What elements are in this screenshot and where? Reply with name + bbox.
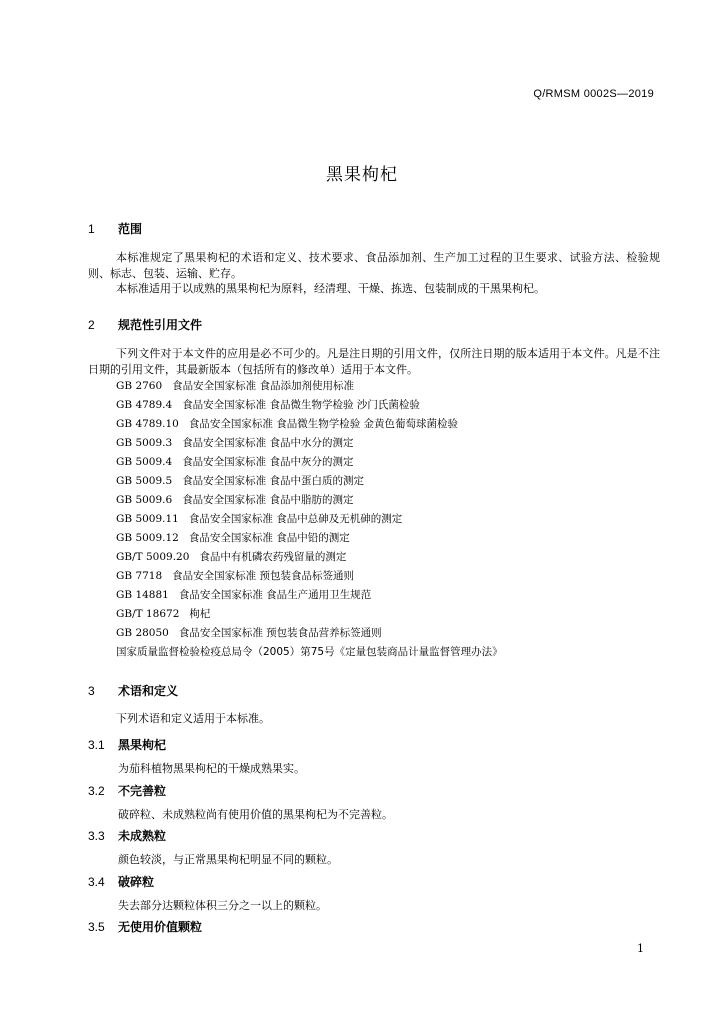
reference-code: GB 4789.4 [116, 399, 173, 411]
reference-title: 食品安全国家标准 食品微生物学检验 金黄色葡萄球菌检验 [188, 418, 459, 430]
reference-item [116, 567, 503, 586]
reference-item [116, 548, 503, 567]
reference-code: GB 5009.12 [116, 532, 179, 544]
term-name: 黑果枸杞 [118, 738, 167, 752]
section-heading-terms [88, 682, 178, 699]
term-heading [88, 918, 202, 935]
paragraph: 本标准规定了黑果枸杞的术语和定义、技术要求、食品添加剂、生产加工过程的卫生要求、试验方法、检验规则、标志、包装、运输、贮存。 [88, 251, 660, 280]
reference-code: GB 2760 [116, 380, 163, 392]
reference-title: 食品安全国家标准 食品中脂肪的测定 [182, 494, 354, 506]
reference-item [116, 605, 503, 624]
term-number: 3.3 [88, 829, 105, 843]
reference-item [116, 396, 503, 415]
reference-item [116, 529, 503, 548]
reference-title: 食品安全国家标准 食品微生物学检验 沙门氏菌检验 [182, 399, 420, 411]
reference-title: 食品安全国家标准 食品中水分的测定 [182, 437, 354, 449]
reference-code: GB 28050 [116, 627, 169, 639]
reference-title: 食品安全国家标准 食品中铅的测定 [188, 532, 350, 544]
term-number: 3.4 [88, 875, 105, 889]
reference-list [116, 377, 503, 662]
section-number: 3 [88, 684, 95, 698]
paragraph: 本标准适用于以成熟的黑果枸杞为原料，经清理、干燥、拣选、包装制成的干黑果枸杞。 [116, 282, 545, 295]
reference-title: 枸杞 [189, 608, 211, 620]
term-number: 3.5 [88, 920, 105, 934]
term-name: 破碎粒 [118, 875, 155, 889]
reference-item [116, 472, 503, 491]
section-title: 术语和定义 [118, 684, 179, 698]
reference-item [116, 491, 503, 510]
reference-item [116, 453, 503, 472]
section-number: 2 [88, 318, 95, 332]
term-name: 不完善粒 [118, 784, 167, 798]
reference-item [116, 624, 503, 643]
page-number: 1 [637, 942, 644, 955]
reference-item [116, 415, 503, 434]
term-heading [88, 827, 166, 844]
reference-item [116, 510, 503, 529]
reference-title: 食品安全国家标准 食品中灰分的测定 [182, 456, 354, 468]
section-heading-normative [88, 316, 202, 333]
reference-title: 食品安全国家标准 预包装食品营养标签通则 [178, 627, 382, 639]
standard-code: Q/RMSM 0002S—2019 [533, 88, 654, 100]
reference-title: 国家质量监督检验检疫总局令（2005）第75号《定量包装商品计量监督管理办法》 [116, 646, 503, 658]
reference-code: GB 5009.5 [116, 475, 173, 487]
term-heading [88, 873, 154, 890]
term-definition: 颜色较淡，与正常黑果枸杞明显不同的颗粒。 [118, 853, 338, 866]
term-name: 无使用价值颗粒 [118, 920, 203, 934]
reference-code: GB 14881 [116, 589, 169, 601]
reference-code: GB/T 18672 [116, 608, 180, 620]
reference-title: 食品安全国家标准 食品添加剂使用标准 [172, 380, 355, 392]
document-title: 黑果枸杞 [326, 165, 398, 185]
reference-code: GB 4789.10 [116, 418, 179, 430]
term-number: 3.2 [88, 784, 105, 798]
reference-item [116, 377, 503, 396]
term-name: 未成熟粒 [118, 829, 167, 843]
reference-title: 食品中有机磷农药残留量的测定 [199, 551, 347, 563]
section-title: 范围 [118, 222, 143, 236]
reference-title: 食品安全国家标准 预包装食品标签通则 [172, 570, 355, 582]
reference-item [116, 586, 503, 605]
term-heading [88, 736, 166, 753]
term-definition: 失去部分达颗粒体积三分之一以上的颗粒。 [118, 899, 327, 912]
paragraph: 下列文件对于本文件的应用是必不可少的。凡是注日期的引用文件，仅所注日期的版本适用于本文件。凡是不注日期的引用文件，其最新版本（包括所有的修改单）适用于本文件。 [88, 347, 660, 376]
reference-code: GB 5009.3 [116, 437, 173, 449]
reference-title: 食品安全国家标准 食品中蛋白质的测定 [182, 475, 365, 487]
section-heading-scope [88, 220, 142, 237]
section-title: 规范性引用文件 [118, 318, 203, 332]
reference-item [116, 643, 503, 662]
term-number: 3.1 [88, 738, 105, 752]
term-heading [88, 782, 166, 799]
term-definition: 破碎粒、未成熟粒尚有使用价值的黑果枸杞为不完善粒。 [118, 808, 393, 821]
reference-title: 食品安全国家标准 食品生产通用卫生规范 [178, 589, 372, 601]
reference-title: 食品安全国家标准 食品中总砷及无机砷的测定 [188, 513, 403, 525]
section-number: 1 [88, 222, 95, 236]
reference-code: GB 5009.4 [116, 456, 173, 468]
reference-code: GB/T 5009.20 [116, 551, 190, 563]
reference-code: GB 5009.11 [116, 513, 179, 525]
reference-item [116, 434, 503, 453]
reference-code: GB 5009.6 [116, 494, 173, 506]
reference-code: GB 7718 [116, 570, 163, 582]
paragraph: 下列术语和定义适用于本标准。 [116, 712, 270, 725]
term-definition: 为茄科植物黑果枸杞的干燥成熟果实。 [118, 762, 305, 775]
